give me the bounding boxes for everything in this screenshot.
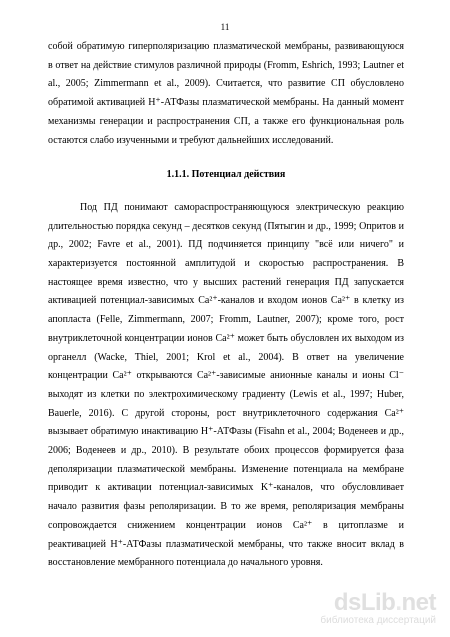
watermark-logo-suffix: net xyxy=(401,589,436,616)
watermark-subtitle: библиотека диссертаций xyxy=(320,615,436,626)
paragraph-continued: собой обратимую гиперполяризацию плазматической мембраны, развивающуюся в ответ на действие стимулов различной природы (Fromm, Eshrich, 1993; Lautner et al., 2005; Zimmermann et al., 2009). Считается, что развитие СП обусловлено обратимой активацией Н⁺-АТФазы плазматической мембраны. На данный момент механизмы генерации и распространения СП, а также его функциональная роль остаются слабо изученными и требуют дальнейших исследований. xyxy=(48,41,404,146)
page-number: 11 xyxy=(220,22,230,32)
watermark-dslib xyxy=(320,591,436,627)
watermark-logo xyxy=(320,591,436,615)
section-heading: 1.1.1. Потенциал действия xyxy=(166,169,286,181)
watermark-logo-prefix: dsLib xyxy=(333,589,396,616)
paragraph-main: Под ПД понимают самораспространяющуюся электрическую реакцию длительностью порядка секунд – десятков секунд (Пятыгин и др., 1999; Опритов и др., 2002; Favre et al., 2001). ПД подчиняется принципу "всё или ничего" и характеризуется постоянной амплитудой и скоростью распространения. В настоящее время известно, что у высших растений генерация ПД запускается активацией потенциал-зависимых Са²⁺-каналов и входом ионов Са²⁺ в клетку из апопласта (Felle, Zimmermann, 2007; Fromm, Lautner, 2007); кроме того, рост внутриклеточной концентрации ионов Са²⁺ может быть обусловлен их выходом из органелл (Wacke, Thiel, 2001; Krol et al., 2004). В ответ на увеличение концентрации Са²⁺ открываются Са²⁺-зависимые анионные каналы и ионы Cl⁻ выходят из клетки по электрохимическому градиенту (Lewis et al., 1997; Huber, Bauerle, 2016). С другой стороны, рост внутриклеточного содержания Са²⁺ вызывает обратимую инактивацию Н⁺-АТФазы (Fisahn et al., 2004; Воденеев и др., 2006; Воденеев и др., 2010). В результате обоих процессов формируется фаза деполяризации плазматической мембраны. Изменение потенциала на мембране приводит к активации потенциал-зависимых K⁺-каналов, что обусловливает начало развития фазы реполяризации. В то же время, реполяризация мембраны сопровождается снижением концентрации ионов Са²⁺ в цитоплазме и реактивацией Н⁺-АТФазы плазматической мембраны, что также вносит вклад в восстановление мембранного потенциала до начального уровня. xyxy=(48,201,404,569)
watermark-logo-dot: . xyxy=(395,589,402,616)
document-body xyxy=(48,38,404,573)
